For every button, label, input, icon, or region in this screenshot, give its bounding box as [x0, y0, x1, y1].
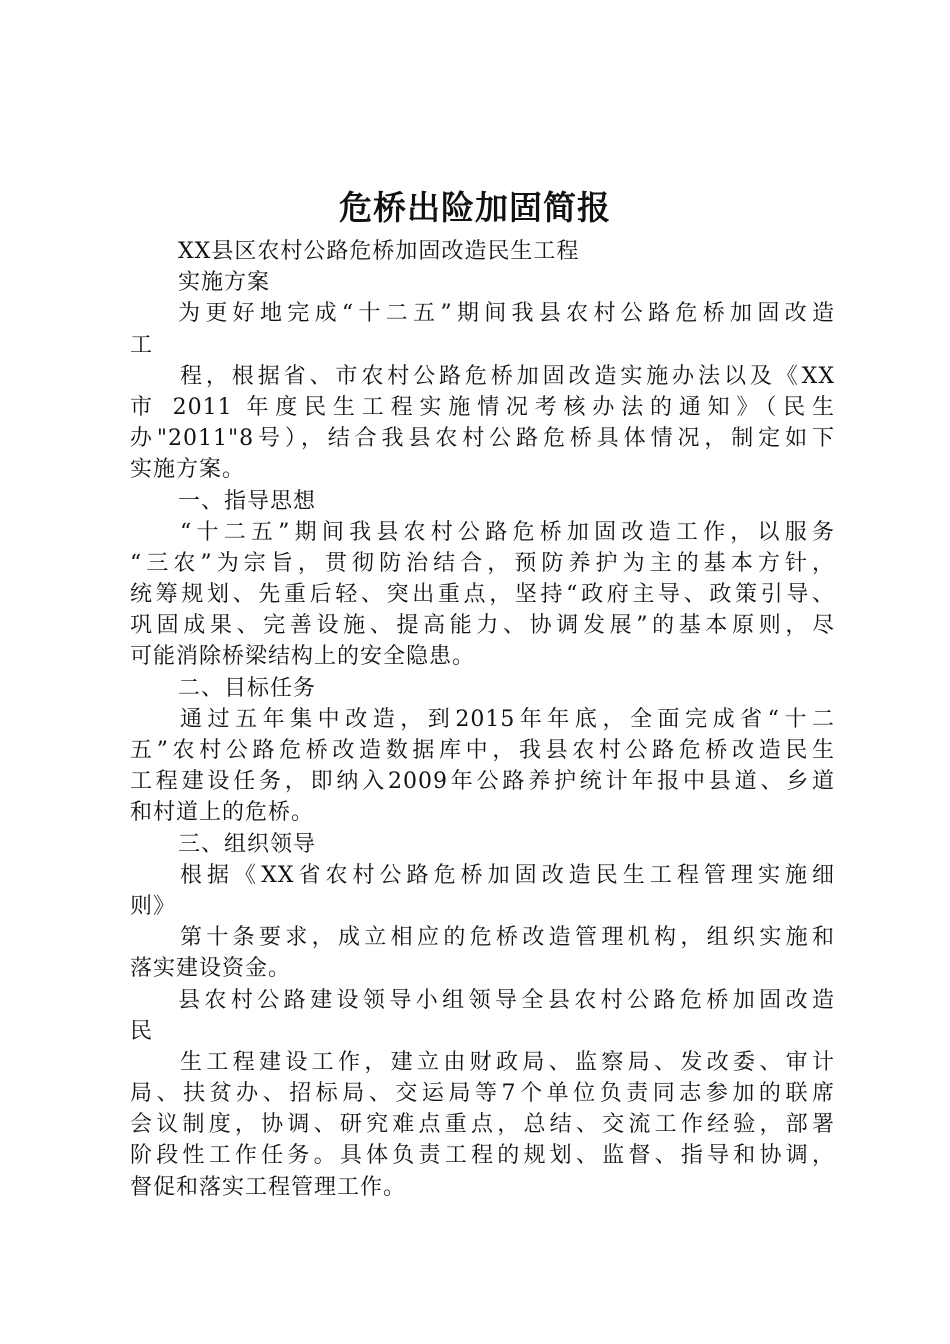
text-line: 五”农村公路危桥改造数据库中，我县农村公路危桥改造民生 [130, 738, 835, 763]
text-line: 通过五年集中改造，到2015年年底，全面完成省“十二 [180, 706, 835, 732]
text-line: 县农村公路建设领导小组领导全县农村公路危桥加固改造 [178, 987, 835, 1013]
text-line: 阶段性工作任务。具体负责工程的规划、监督、指导和协调， [130, 1143, 835, 1169]
text-line: 第十条要求，成立相应的危桥改造管理机构，组织实施和 [180, 925, 835, 951]
text-line: “三农”为宗旨，贯彻防治结合，预防养护为主的基本方针， [130, 550, 835, 576]
text-line: 可能消除桥梁结构上的安全隐患。 [130, 644, 476, 670]
document-body [130, 236, 835, 1203]
text-line: 则》 [130, 893, 177, 919]
text-line: 实施方案。 [130, 457, 246, 483]
text-line: 市 2011 年度民生工程实施情况考核办法的通知》（民生 [130, 394, 835, 420]
text-line: 生工程建设工作，建立由财政局、监察局、发改委、审计 [180, 1049, 835, 1075]
text-line: 为更好地完成“十二五”期间我县农村公路危桥加固改造 [178, 301, 835, 327]
text-line: 工 [130, 332, 154, 358]
section-heading: 三、组织领导 [178, 831, 317, 857]
text-line: 会议制度，协调、研究难点重点，总结、交流工作经验，部署 [130, 1112, 835, 1138]
text-line: 督促和落实工程管理工作。 [130, 1174, 407, 1200]
text-line: 程，根据省、市农村公路危桥加固改造实施办法以及《XX [180, 363, 835, 389]
text-line: 工程建设任务，即纳入2009年公路养护统计年报中县道、乡道 [130, 769, 835, 795]
text-line: “十二五”期间我县农村公路危桥加固改造工作，以服务 [180, 519, 835, 545]
text-line: 办"2011"8号），结合我县农村公路危桥具体情况，制定如下 [130, 426, 835, 452]
text-line: 根据《XX省农村公路危桥加固改造民生工程管理实施细 [180, 862, 835, 888]
text-line: 和村道上的危桥。 [130, 800, 315, 826]
text-line: 民 [130, 1018, 154, 1044]
text-line: 落实建设资金。 [130, 956, 292, 982]
text-line: 局、扶贫办、招标局、交运局等7个单位负责同志参加的联席 [130, 1081, 835, 1107]
document-title: 危桥出险加固简报 [339, 188, 611, 227]
section-heading: 二、目标任务 [178, 675, 317, 701]
text-line: XX县区农村公路危桥加固改造民生工程 [178, 239, 580, 264]
text-line: 统筹规划、先重后轻、突出重点，坚持“政府主导、政策引导、 [130, 582, 835, 608]
section-heading: 一、指导思想 [178, 488, 317, 514]
text-line: 实施方案 [178, 270, 271, 296]
text-line: 巩固成果、完善设施、提高能力、协调发展”的基本原则，尽 [130, 613, 835, 639]
